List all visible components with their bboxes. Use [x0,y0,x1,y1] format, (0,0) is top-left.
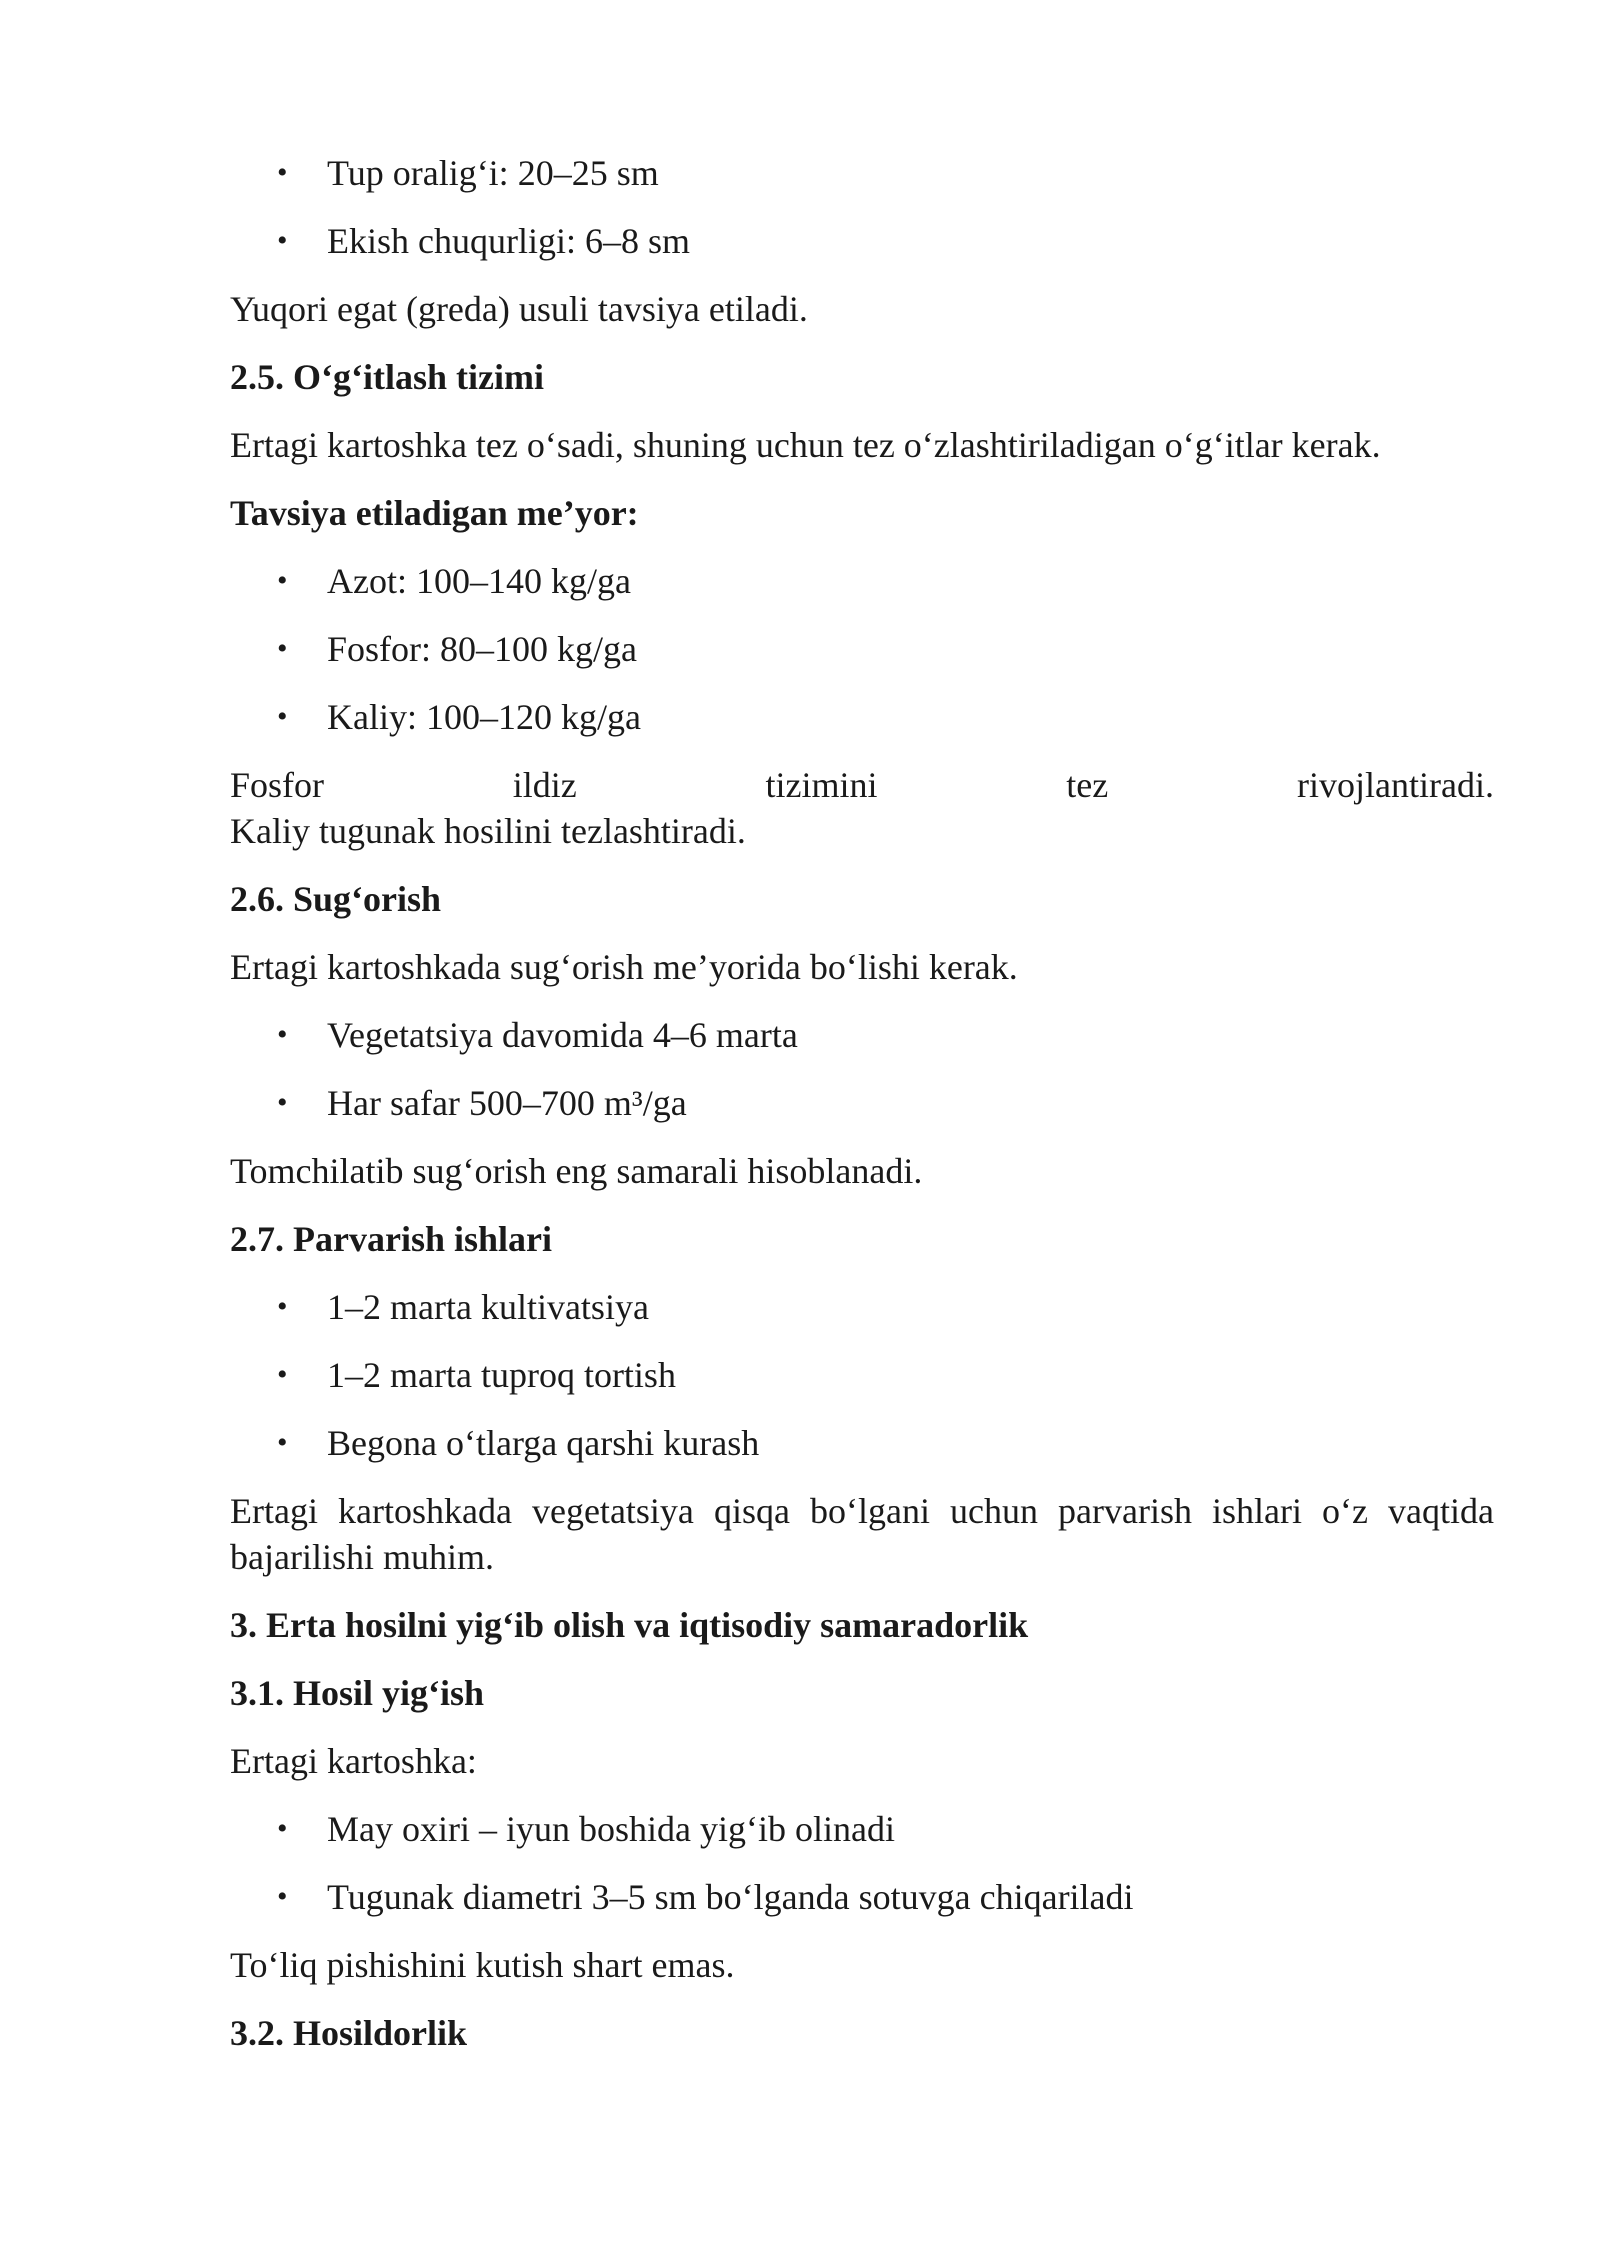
justified-line: Fosfor ildiz tizimini tez rivojlantiradi. [230,765,1494,805]
bullet-icon: • [277,632,288,665]
paragraph: Ertagi kartoshkada vegetatsiya qisqa bo‘lgani uchun parvarish ishlari o‘z vaqtida bajarilishi muhim. [230,1491,1494,1577]
bullet-icon: • [277,1880,288,1913]
section-heading-2-5: 2.5. O‘g‘itlash tizimi [230,357,544,397]
section-heading-2-6: 2.6. Sug‘orish [230,879,442,919]
section-heading-3-2: 3.2. Hosildorlik [230,2013,468,2053]
care-work-list [230,1284,1494,1466]
list-item: • 1–2 marta kultivatsiya [230,1284,1494,1330]
paragraph-justified [230,762,1494,854]
list-item: • Kaliy: 100–120 kg/ga [230,694,1494,740]
planting-params-list [230,150,1494,264]
bullet-icon: • [277,1018,288,1051]
list-item: • Begona o‘tlarga qarshi kurash [230,1420,1494,1466]
bullet-icon: • [277,1086,288,1119]
section-heading-3-1: 3.1. Hosil yig‘ish [230,1673,485,1713]
irrigation-list [230,1012,1494,1126]
fertilizer-list [230,558,1494,740]
subheading-norm: Tavsiya etiladigan me’yor: [230,493,639,533]
paragraph-line: Kaliy tugunak hosilini tezlashtiradi. [230,811,746,851]
paragraph: Ertagi kartoshka tez o‘sadi, shuning uchun tez o‘zlashtiriladigan o‘g‘itlar kerak. [230,425,1381,465]
bullet-icon: • [277,564,288,597]
bullet-icon: • [277,156,288,189]
list-item: • Azot: 100–140 kg/ga [230,558,1494,604]
paragraph: Tomchilatib sug‘orish eng samarali hisoblanadi. [230,1151,923,1191]
bullet-icon: • [277,700,288,733]
list-item: • May oxiri – iyun boshida yig‘ib olinadi [230,1806,1494,1852]
bullet-icon: • [277,1290,288,1323]
list-item: • Fosfor: 80–100 kg/ga [230,626,1494,672]
list-item: • Ekish chuqurligi: 6–8 sm [230,218,1494,264]
paragraph: To‘liq pishishini kutish shart emas. [230,1945,735,1985]
section-heading-2-7: 2.7. Parvarish ishlari [230,1219,552,1259]
paragraph: Ertagi kartoshka: [230,1741,477,1781]
bullet-icon: • [277,1358,288,1391]
paragraph: Yuqori egat (greda) usuli tavsiya etiladi. [230,289,808,329]
bullet-icon: • [277,224,288,257]
section-heading-3: 3. Erta hosilni yig‘ib olish va iqtisodiy samaradorlik [230,1605,1029,1645]
list-item: • Tup oralig‘i: 20–25 sm [230,150,1494,196]
list-item: • Tugunak diametri 3–5 sm bo‘lganda sotuvga chiqariladi [230,1874,1494,1920]
list-item: • 1–2 marta tuproq tortish [230,1352,1494,1398]
list-item: • Vegetatsiya davomida 4–6 marta [230,1012,1494,1058]
bullet-icon: • [277,1812,288,1845]
harvest-list [230,1806,1494,1920]
list-item: • Har safar 500–700 m³/ga [230,1080,1494,1126]
paragraph: Ertagi kartoshkada sug‘orish me’yorida bo‘lishi kerak. [230,947,1018,987]
document-page [230,150,1494,2078]
bullet-icon: • [277,1426,288,1459]
